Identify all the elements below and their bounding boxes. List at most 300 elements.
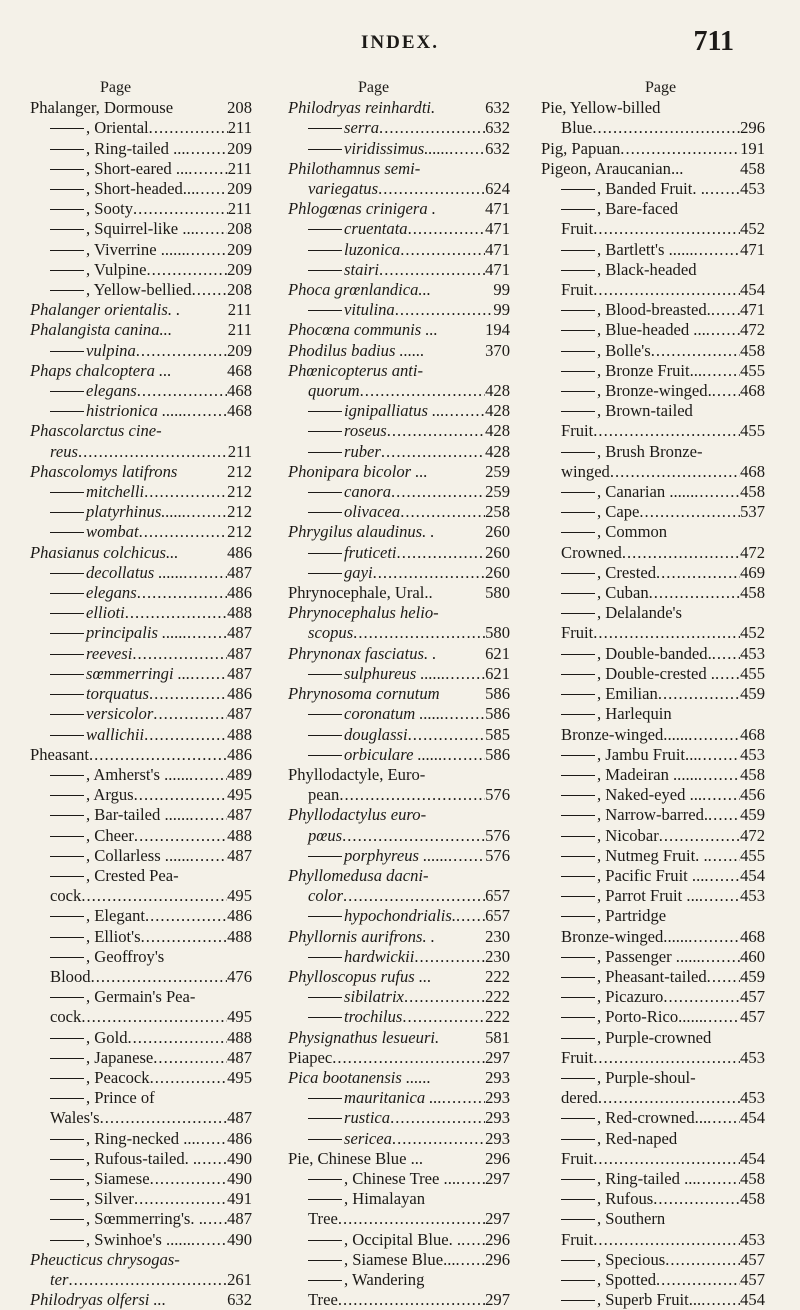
leader-dots bbox=[683, 159, 740, 179]
leader-dots bbox=[164, 947, 252, 967]
entry-page-number: 472 bbox=[740, 320, 765, 340]
entry-page-number: 455 bbox=[740, 360, 765, 380]
leader-dots bbox=[189, 805, 227, 825]
index-entry bbox=[541, 442, 765, 462]
index-entry bbox=[30, 543, 252, 563]
ditto-dash bbox=[308, 714, 342, 715]
index-entry bbox=[541, 341, 765, 361]
leader-dots bbox=[132, 644, 227, 664]
entry-page-number: 487 bbox=[227, 1047, 252, 1067]
entry-page-number: 296 bbox=[485, 1229, 510, 1249]
entry-text: , Crested Pea- bbox=[86, 865, 179, 885]
index-entry bbox=[30, 725, 252, 745]
ditto-dash bbox=[561, 714, 595, 715]
leader-dots bbox=[178, 543, 227, 563]
index-entry bbox=[288, 502, 510, 522]
leader-dots bbox=[702, 785, 740, 805]
ditto-dash bbox=[50, 1159, 84, 1160]
ditto-dash bbox=[50, 1098, 84, 1099]
index-entry bbox=[541, 906, 765, 926]
ditto-dash bbox=[50, 512, 84, 513]
index-entry bbox=[541, 563, 765, 583]
entry-page-number: 211 bbox=[227, 158, 252, 178]
leader-dots bbox=[192, 280, 228, 300]
entry-text: , Brush Bronze- bbox=[597, 441, 703, 461]
entry-text: Phalangista canina... bbox=[30, 320, 172, 340]
index-entry bbox=[30, 159, 252, 179]
index-entry bbox=[288, 927, 510, 947]
entry-page-number: 471 bbox=[740, 300, 765, 320]
ditto-dash bbox=[561, 1078, 595, 1079]
entry-page-number: 455 bbox=[740, 663, 765, 683]
index-column-1 bbox=[30, 78, 252, 1310]
entry-text: , Bartlett's ...... bbox=[597, 239, 694, 259]
ditto-dash bbox=[308, 1017, 342, 1018]
leader-dots bbox=[400, 502, 485, 522]
entry-text: Phocœna communis ... bbox=[288, 320, 438, 340]
index-entry bbox=[541, 785, 765, 805]
leader-dots bbox=[435, 522, 486, 542]
entry-page-number: 208 bbox=[227, 219, 252, 239]
index-entry bbox=[30, 805, 252, 825]
entry-page-number: 576 bbox=[485, 785, 510, 805]
entry-text: Phalanger orientalis. . bbox=[30, 300, 181, 320]
ditto-dash bbox=[561, 856, 595, 857]
index-entry bbox=[288, 219, 510, 239]
entry-text: , Cheer bbox=[86, 825, 134, 845]
entry-page-number: 212 bbox=[227, 502, 252, 522]
leader-dots bbox=[456, 906, 485, 926]
ditto-dash bbox=[561, 1038, 595, 1039]
leader-dots bbox=[651, 341, 740, 361]
leader-dots bbox=[172, 361, 228, 381]
entry-text: Phoca grœnlandica... bbox=[288, 280, 431, 300]
entry-page-number: 459 bbox=[740, 684, 765, 704]
entry-page-number: 296 bbox=[485, 1249, 510, 1269]
index-entry bbox=[541, 260, 765, 280]
entry-text: Pig, Papuan bbox=[541, 138, 621, 158]
entry-page-number: 258 bbox=[485, 502, 510, 522]
ditto-dash bbox=[561, 593, 595, 594]
ditto-dash bbox=[561, 896, 595, 897]
leader-dots bbox=[694, 240, 741, 260]
leader-dots bbox=[712, 644, 740, 664]
ditto-dash bbox=[50, 492, 84, 493]
ditto-dash bbox=[561, 1199, 595, 1200]
index-entry bbox=[30, 826, 252, 846]
entry-text: Wales's bbox=[50, 1108, 100, 1128]
ditto-dash bbox=[308, 553, 342, 554]
entry-text: , Japanese bbox=[86, 1047, 154, 1067]
entry-page-number: 211 bbox=[227, 300, 252, 320]
leader-dots bbox=[593, 219, 740, 239]
leader-dots bbox=[353, 623, 485, 643]
leader-dots bbox=[660, 98, 765, 118]
entry-page-number: 458 bbox=[740, 764, 765, 784]
leader-dots bbox=[665, 1250, 740, 1270]
entry-text: Phascolarctus cine- bbox=[30, 421, 162, 441]
entry-text: , Pheasant-tailed bbox=[597, 966, 707, 986]
entry-text: , Bare-faced bbox=[597, 199, 679, 219]
index-entry bbox=[30, 260, 252, 280]
entry-page-number: 468 bbox=[740, 926, 765, 946]
index-entry bbox=[30, 927, 252, 947]
leader-dots bbox=[431, 967, 485, 987]
leader-dots bbox=[134, 826, 227, 846]
entry-text: Philodryas olfersi ... bbox=[30, 1290, 166, 1310]
entry-page-number: 491 bbox=[227, 1189, 252, 1209]
leader-dots bbox=[425, 1189, 510, 1209]
entry-text: Phrynocephale, Ural.. bbox=[288, 583, 433, 603]
entry-page-number: 487 bbox=[227, 704, 252, 724]
leader-dots bbox=[448, 846, 485, 866]
entry-text: , Occipital Blue. . bbox=[344, 1229, 462, 1249]
leader-dots bbox=[439, 603, 510, 623]
entry-page-number: 580 bbox=[485, 583, 510, 603]
leader-dots bbox=[697, 260, 765, 280]
ditto-dash bbox=[50, 775, 84, 776]
entry-text: Phodilus badius ...... bbox=[288, 340, 425, 360]
ditto-dash bbox=[561, 209, 595, 210]
index-entry bbox=[541, 199, 765, 219]
index-entry bbox=[541, 886, 765, 906]
index-entry bbox=[541, 401, 765, 421]
entry-page-number: 487 bbox=[227, 643, 252, 663]
entry-page-number: 472 bbox=[740, 542, 765, 562]
index-entry bbox=[30, 846, 252, 866]
entry-text: Pie, Chinese Blue ... bbox=[288, 1148, 424, 1168]
ditto-dash bbox=[308, 916, 342, 917]
leader-dots bbox=[137, 381, 227, 401]
leader-dots bbox=[149, 118, 228, 138]
entry-page-number: 453 bbox=[740, 643, 765, 663]
ditto-dash bbox=[50, 654, 84, 655]
index-entry bbox=[30, 240, 252, 260]
entry-page-number: 586 bbox=[485, 684, 510, 704]
entry-text: coronatum ...... bbox=[344, 704, 445, 724]
entry-page-number: 297 bbox=[485, 1047, 510, 1067]
index-entry bbox=[288, 462, 510, 482]
index-entry bbox=[30, 1129, 252, 1149]
entry-text: principalis ...... bbox=[86, 623, 187, 643]
index-entry bbox=[30, 442, 252, 462]
index-entry bbox=[541, 1189, 765, 1209]
leader-dots bbox=[656, 563, 740, 583]
entry-page-number: 486 bbox=[227, 906, 252, 926]
entry-text: cock bbox=[50, 1007, 82, 1027]
entry-text: , Common bbox=[597, 522, 668, 542]
entry-page-number: 471 bbox=[485, 199, 510, 219]
index-entry bbox=[288, 866, 510, 886]
leader-dots bbox=[593, 1048, 740, 1068]
ditto-dash bbox=[561, 613, 595, 614]
entry-text: , Jambu Fruit... bbox=[597, 744, 698, 764]
index-entry bbox=[288, 118, 510, 138]
index-entry bbox=[288, 906, 510, 926]
ditto-dash bbox=[561, 573, 595, 574]
index-entry bbox=[541, 805, 765, 825]
leader-dots bbox=[195, 219, 227, 239]
entry-page-number: 486 bbox=[227, 684, 252, 704]
entry-text: , Germain's Pea- bbox=[86, 987, 196, 1007]
index-entry bbox=[30, 341, 252, 361]
entry-text: , Double-banded. bbox=[597, 643, 712, 663]
leader-dots bbox=[445, 664, 485, 684]
leader-dots bbox=[622, 543, 740, 563]
entry-text: Bronze-winged...... bbox=[561, 926, 689, 946]
entry-page-number: 297 bbox=[485, 1209, 510, 1229]
leader-dots bbox=[360, 381, 485, 401]
entry-page-number: 455 bbox=[740, 421, 765, 441]
entry-page-number: 488 bbox=[227, 825, 252, 845]
index-entry bbox=[541, 462, 765, 482]
index-entry bbox=[288, 805, 510, 825]
leader-dots bbox=[697, 1169, 741, 1189]
leader-dots bbox=[672, 704, 765, 724]
entry-page-number: 486 bbox=[227, 744, 252, 764]
index-entry bbox=[288, 482, 510, 502]
entry-page-number: 211 bbox=[227, 320, 252, 340]
ditto-dash bbox=[308, 270, 342, 271]
index-entry bbox=[541, 927, 765, 947]
entry-text: histrionica ...... bbox=[86, 401, 187, 421]
entry-page-number: 209 bbox=[227, 340, 252, 360]
index-entry bbox=[288, 361, 510, 381]
entry-text: fruticeti bbox=[344, 542, 397, 562]
entry-page-number: 457 bbox=[740, 1269, 765, 1289]
entry-page-number: 486 bbox=[227, 542, 252, 562]
index-entry bbox=[541, 623, 765, 643]
entry-text: Phonipara bicolor ... bbox=[288, 461, 428, 481]
entry-page-number: 453 bbox=[740, 179, 765, 199]
index-entry bbox=[288, 563, 510, 583]
index-entry bbox=[541, 1290, 765, 1310]
index-entry bbox=[30, 947, 252, 967]
entry-text: , Argus bbox=[86, 785, 134, 805]
entry-text: , Gold bbox=[86, 1027, 128, 1047]
leader-dots bbox=[144, 482, 227, 502]
entry-page-number: 487 bbox=[227, 1108, 252, 1128]
index-entry bbox=[288, 1048, 510, 1068]
ditto-dash bbox=[50, 836, 84, 837]
index-entry bbox=[288, 522, 510, 542]
leader-dots bbox=[593, 1149, 740, 1169]
index-entry bbox=[541, 159, 765, 179]
index-entry bbox=[541, 1129, 765, 1149]
entry-text: reus bbox=[50, 441, 78, 461]
entry-text: , Madeiran ...... bbox=[597, 764, 698, 784]
entry-text: , Emilian bbox=[597, 684, 658, 704]
index-entry bbox=[541, 664, 765, 684]
entry-text: Pheucticus chrysogas- bbox=[30, 1249, 180, 1269]
index-entry bbox=[30, 563, 252, 583]
entry-text: , Siamese bbox=[86, 1168, 150, 1188]
index-entry bbox=[541, 139, 765, 159]
leader-dots bbox=[436, 644, 485, 664]
entry-page-number: 260 bbox=[485, 562, 510, 582]
leader-dots bbox=[172, 320, 228, 340]
leader-dots bbox=[402, 1007, 485, 1027]
entry-text: , Canarian ...... bbox=[597, 482, 695, 502]
entry-text: Phrygilus alaudinus. . bbox=[288, 522, 435, 542]
entry-page-number: 260 bbox=[485, 542, 510, 562]
leader-dots bbox=[431, 280, 494, 300]
entry-text: vitulina bbox=[344, 300, 395, 320]
index-entry bbox=[30, 1088, 252, 1108]
leader-dots bbox=[332, 1048, 485, 1068]
index-entry bbox=[541, 361, 765, 381]
entry-page-number: 454 bbox=[740, 1108, 765, 1128]
leader-dots bbox=[149, 684, 227, 704]
leader-dots bbox=[711, 1028, 765, 1048]
index-entry bbox=[30, 280, 252, 300]
index-entry bbox=[288, 320, 510, 340]
ditto-dash bbox=[50, 613, 84, 614]
entry-text: Fruit bbox=[561, 623, 594, 643]
index-entry bbox=[288, 987, 510, 1007]
leader-dots bbox=[456, 1250, 486, 1270]
entry-page-number: 452 bbox=[740, 623, 765, 643]
leader-dots bbox=[429, 866, 510, 886]
entry-text: , Oriental bbox=[86, 118, 149, 138]
ditto-dash bbox=[308, 735, 342, 736]
entry-page-number: 428 bbox=[485, 421, 510, 441]
entry-page-number: 194 bbox=[485, 320, 510, 340]
index-entry bbox=[541, 381, 765, 401]
ditto-dash bbox=[50, 1219, 84, 1220]
entry-page-number: 621 bbox=[485, 643, 510, 663]
index-entry bbox=[288, 785, 510, 805]
leader-dots bbox=[438, 320, 485, 340]
index-entry bbox=[288, 421, 510, 441]
entry-page-number: 586 bbox=[485, 744, 510, 764]
entry-text: , Siamese Blue... bbox=[344, 1249, 456, 1269]
entry-page-number: 211 bbox=[227, 441, 252, 461]
index-entry bbox=[541, 866, 765, 886]
entry-text: , Picazuro bbox=[597, 987, 664, 1007]
index-entry bbox=[288, 159, 510, 179]
entry-page-number: 580 bbox=[485, 623, 510, 643]
leader-dots bbox=[707, 1108, 740, 1128]
entry-text: orbiculare ...... bbox=[344, 744, 443, 764]
entry-page-number: 209 bbox=[227, 138, 252, 158]
leader-dots bbox=[439, 1028, 485, 1048]
ditto-dash bbox=[561, 815, 595, 816]
index-entry bbox=[30, 603, 252, 623]
leader-dots bbox=[703, 1007, 740, 1027]
entry-text: ruber bbox=[344, 441, 381, 461]
leader-dots bbox=[404, 987, 485, 1007]
entry-text: , Red-crowned... bbox=[597, 1108, 708, 1128]
leader-dots bbox=[702, 361, 740, 381]
ditto-dash bbox=[50, 714, 84, 715]
index-entry bbox=[30, 502, 252, 522]
index-entry bbox=[30, 1230, 252, 1250]
entry-text: , Spotted bbox=[597, 1269, 657, 1289]
leader-dots bbox=[188, 159, 227, 179]
entry-page-number: 296 bbox=[740, 118, 765, 138]
entry-text: , Rufous-tailed. . bbox=[86, 1148, 198, 1168]
entry-text: color bbox=[308, 886, 344, 906]
entry-text: , Elliot's bbox=[86, 926, 141, 946]
index-entry bbox=[288, 1007, 510, 1027]
index-entry bbox=[30, 664, 252, 684]
entry-page-number: 468 bbox=[740, 461, 765, 481]
ditto-dash bbox=[308, 755, 342, 756]
leader-dots bbox=[177, 462, 227, 482]
entry-text: Pigeon, Araucanian... bbox=[541, 158, 684, 178]
entry-page-number: 490 bbox=[227, 1148, 252, 1168]
ditto-dash bbox=[50, 916, 84, 917]
index-entry bbox=[288, 280, 510, 300]
index-entry bbox=[30, 199, 252, 219]
entry-text: Phlogœnas crinigera . bbox=[288, 199, 436, 219]
entry-text: Phalanger, Dormouse bbox=[30, 98, 174, 118]
entry-text: , Ring-tailed ... bbox=[86, 138, 186, 158]
entry-text: cruentata bbox=[344, 219, 408, 239]
index-entry bbox=[30, 1250, 252, 1270]
entry-text: , Himalayan bbox=[344, 1189, 426, 1209]
index-entry bbox=[288, 240, 510, 260]
index-entry bbox=[288, 1169, 510, 1189]
entry-text: Fruit bbox=[561, 1047, 594, 1067]
index-entry bbox=[30, 583, 252, 603]
index-entry bbox=[288, 1088, 510, 1108]
entry-page-number: 454 bbox=[740, 1290, 765, 1310]
index-entry bbox=[541, 967, 765, 987]
leader-dots bbox=[428, 462, 485, 482]
entry-text: Fruit bbox=[561, 280, 594, 300]
index-entry bbox=[541, 583, 765, 603]
leader-dots bbox=[150, 1068, 228, 1088]
index-entry bbox=[30, 139, 252, 159]
index-entry bbox=[541, 482, 765, 502]
leader-dots bbox=[343, 886, 485, 906]
leader-dots bbox=[707, 967, 740, 987]
ditto-dash bbox=[308, 997, 342, 998]
entry-text: Phrynosoma cornutum bbox=[288, 684, 440, 704]
leader-dots bbox=[436, 199, 485, 219]
ditto-dash bbox=[50, 815, 84, 816]
leader-dots bbox=[435, 98, 485, 118]
entry-page-number: 486 bbox=[227, 583, 252, 603]
ditto-dash bbox=[50, 795, 84, 796]
index-entry bbox=[288, 1189, 510, 1209]
leader-dots bbox=[433, 583, 485, 603]
leader-dots bbox=[190, 846, 227, 866]
entry-text: , Southern bbox=[597, 1209, 666, 1229]
index-entry bbox=[541, 502, 765, 522]
index-column-3 bbox=[541, 78, 765, 1310]
leader-dots bbox=[187, 401, 227, 421]
entry-page-number: 468 bbox=[227, 360, 252, 380]
leader-dots bbox=[81, 886, 227, 906]
entry-text: Physignathus lesueuri. bbox=[288, 1027, 440, 1047]
index-entry bbox=[30, 745, 252, 765]
index-entry bbox=[30, 1028, 252, 1048]
entry-text: Phœnicopterus anti- bbox=[288, 360, 424, 380]
entry-text: , Blue-headed ... bbox=[597, 320, 706, 340]
index-entry bbox=[288, 1250, 510, 1270]
ditto-dash bbox=[308, 856, 342, 857]
entry-page-number: 495 bbox=[227, 886, 252, 906]
index-entry bbox=[288, 1290, 510, 1310]
leader-dots bbox=[203, 1209, 227, 1229]
ditto-dash bbox=[561, 694, 595, 695]
entry-text: elegans bbox=[86, 583, 137, 603]
index-entry bbox=[288, 543, 510, 563]
leader-dots bbox=[338, 1209, 485, 1229]
